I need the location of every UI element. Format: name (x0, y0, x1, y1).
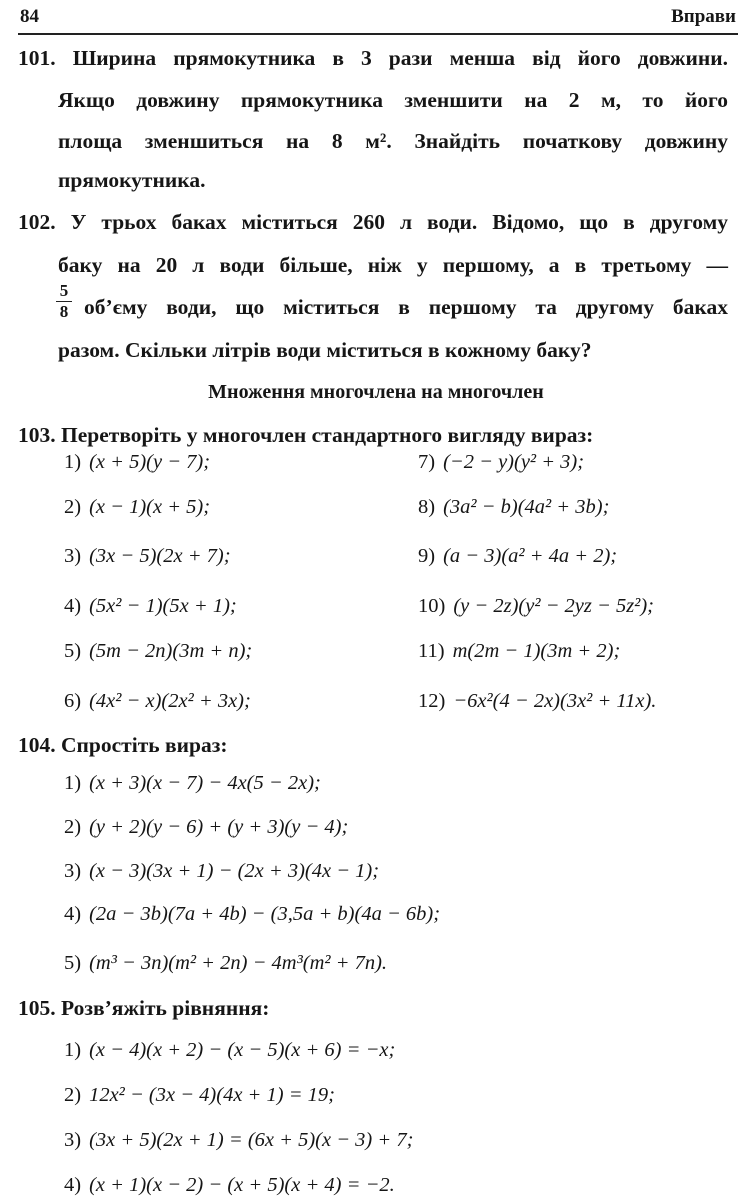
exercise-101-line: прямокутника. (58, 168, 206, 192)
text: Ширина прямокутника в 3 рази менша від його довжини. (72, 46, 728, 70)
item-expression: (x + 3)(x − 7) − 4x(5 − 2x); (89, 772, 321, 794)
exercise-item (418, 542, 617, 570)
item-number: 8) (418, 496, 436, 518)
exercise-101-line (18, 44, 728, 72)
exercise-number: 103. (18, 423, 56, 447)
item-expression: (4x² − x)(2x² + 3x); (89, 690, 251, 712)
exercise-item (64, 687, 251, 715)
exercise-item (64, 592, 237, 620)
item-expression: (5x² − 1)(5x + 1); (89, 595, 237, 617)
exercise-105-line (18, 994, 728, 1022)
item-number: 12) (418, 690, 446, 712)
exercise-item (64, 1036, 395, 1064)
item-number: 6) (64, 690, 82, 712)
item-expression: (a − 3)(a² + 4a + 2); (443, 545, 618, 567)
exercise-item (418, 637, 620, 665)
item-number: 2) (64, 816, 82, 838)
section-heading: Множення многочлена на многочлен (208, 381, 544, 403)
exercise-number: 101. (18, 46, 56, 70)
text: Спростіть вираз: (61, 733, 228, 757)
item-number: 7) (418, 451, 436, 473)
item-expression: −6x²(4 − 2x)(3x² + 11x). (453, 690, 657, 712)
section-title: Вправи (671, 6, 736, 27)
exercise-104-line (18, 731, 728, 759)
exercise-item (418, 592, 654, 620)
exercise-item (64, 769, 321, 797)
item-number: 1) (64, 772, 82, 794)
exercise-item (64, 493, 210, 521)
item-expression: (x − 3)(3x + 1) − (2x + 3)(4x − 1); (89, 860, 380, 882)
item-expression: (3x − 5)(2x + 7); (89, 545, 231, 567)
exercise-item (418, 448, 584, 476)
exercise-item (64, 949, 387, 977)
denominator: 8 (59, 302, 69, 321)
item-expression: 12x² − (3x − 4)(4x + 1) = 19; (89, 1084, 335, 1106)
item-number: 10) (418, 595, 446, 617)
exercise-102-line: об’єму води, що міститься в першому та другому баках (84, 295, 728, 319)
exercise-item (64, 637, 252, 665)
header-rule (18, 33, 738, 35)
item-expression: (−2 − y)(y² + 3); (443, 451, 585, 473)
item-expression: (x + 1)(x − 2) − (x + 5)(x + 4) = −2. (89, 1174, 395, 1196)
text: У трьох баках міститься 260 л води. Відомо, що в другому (70, 210, 729, 234)
item-expression: (2a − 3b)(7a + 4b) − (3,5a + b)(4a − 6b); (89, 903, 441, 925)
item-number: 11) (418, 640, 445, 662)
item-expression: (y − 2z)(y² − 2yz − 5z²); (453, 595, 654, 617)
item-expression: (y + 2)(y − 6) + (y + 3)(y − 4); (89, 816, 349, 838)
exercise-101-line: площа зменшиться на 8 м². Знайдіть початкову довжину (58, 129, 728, 153)
item-number: 1) (64, 451, 82, 473)
exercise-item (64, 1081, 335, 1109)
item-expression: (m³ − 3n)(m² + 2n) − 4m³(m² + 7n). (89, 952, 388, 974)
item-expression: (5m − 2n)(3m + n); (89, 640, 253, 662)
item-number: 9) (418, 545, 436, 567)
item-expression: (x − 4)(x + 2) − (x − 5)(x + 6) = −x; (89, 1039, 396, 1061)
item-expression: (x + 5)(y − 7); (89, 451, 211, 473)
exercise-item (418, 687, 656, 715)
text: Перетворіть у многочлен стандартного вигляду вираз: (61, 423, 594, 447)
item-number: 5) (64, 952, 82, 974)
exercise-number: 104. (18, 733, 56, 757)
exercise-item (64, 900, 440, 928)
exercise-item (64, 1126, 413, 1154)
exercise-101-line: Якщо довжину прямокутника зменшити на 2 м, то його (58, 88, 728, 112)
item-expression: (x − 1)(x + 5); (89, 496, 211, 518)
item-expression: m(2m − 1)(3m + 2); (452, 640, 621, 662)
item-number: 3) (64, 860, 82, 882)
item-number: 4) (64, 595, 82, 617)
item-expression: (3x + 5)(2x + 1) = (6x + 5)(x − 3) + 7; (89, 1129, 414, 1151)
exercise-item (418, 493, 609, 521)
item-number: 3) (64, 1129, 82, 1151)
text: Розв’яжіть рівняння: (61, 996, 270, 1020)
exercise-102-line: баку на 20 л води більше, ніж у першому, а в третьому — (58, 253, 728, 277)
page-number: 84 (20, 6, 39, 27)
item-number: 1) (64, 1039, 82, 1061)
exercise-103-line (18, 421, 728, 449)
item-number: 2) (64, 496, 82, 518)
exercise-item (64, 448, 210, 476)
exercise-number: 105. (18, 996, 56, 1020)
exercise-item (64, 857, 379, 885)
numerator: 5 (59, 281, 69, 300)
item-number: 3) (64, 545, 82, 567)
exercise-item (64, 813, 348, 841)
exercise-number: 102. (18, 210, 56, 234)
item-number: 4) (64, 903, 82, 925)
exercise-item (64, 542, 231, 570)
item-number: 5) (64, 640, 82, 662)
item-number: 2) (64, 1084, 82, 1106)
item-number: 4) (64, 1174, 82, 1196)
exercise-102-line: разом. Скільки літрів води міститься в кожному баку? (58, 338, 592, 362)
item-expression: (3a² − b)(4a² + 3b); (443, 496, 610, 518)
exercise-item (64, 1171, 395, 1199)
fraction (56, 282, 72, 321)
exercise-102-line (18, 208, 728, 236)
